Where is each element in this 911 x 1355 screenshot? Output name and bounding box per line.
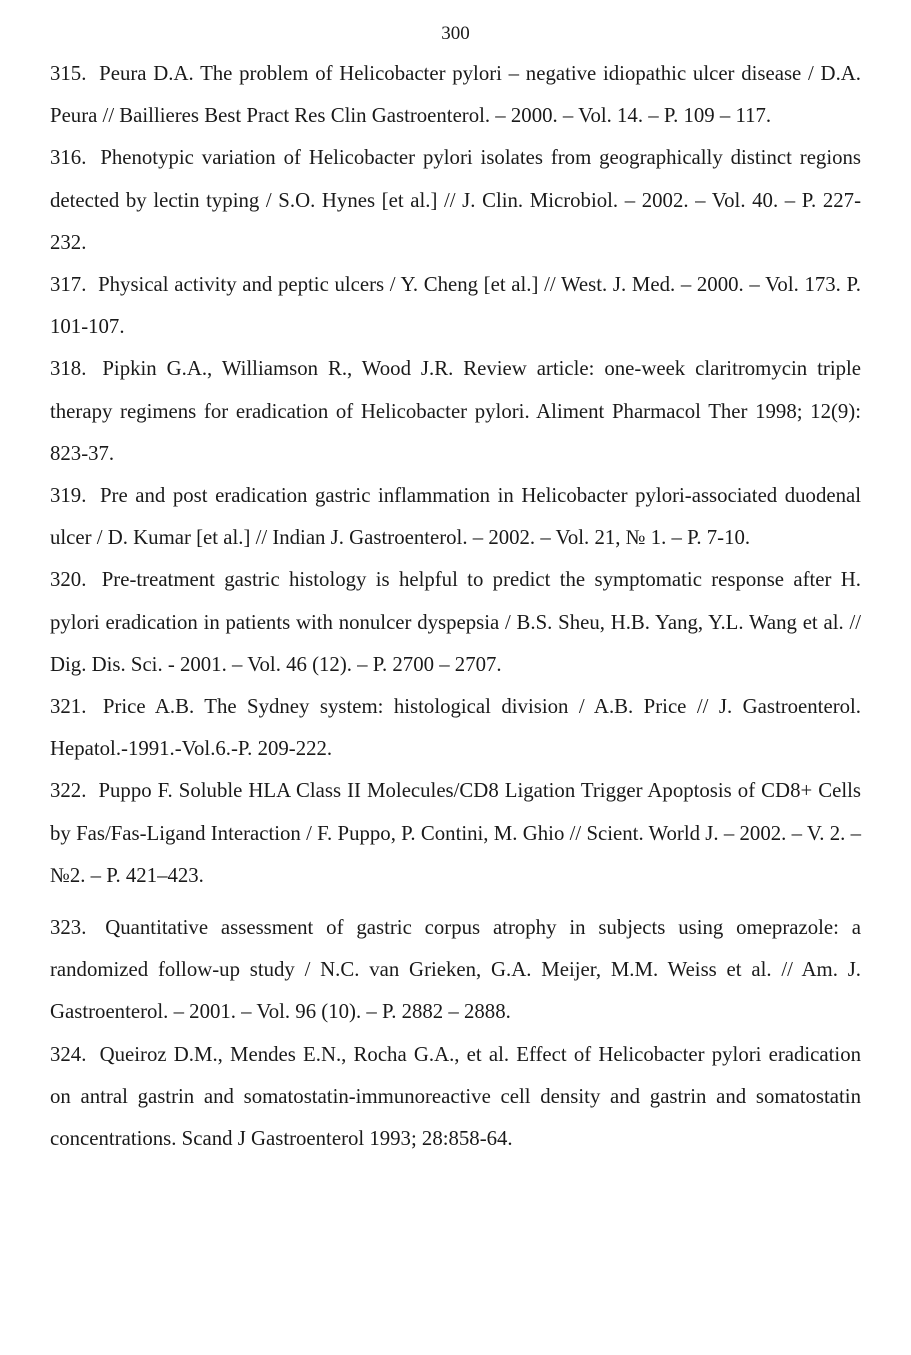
- reference-item: [50, 686, 861, 770]
- reference-number: 322.: [50, 779, 87, 803]
- reference-number: 318.: [50, 357, 87, 381]
- reference-item: [50, 559, 861, 686]
- reference-text: Pre-treatment gastric histology is helpful to predict the symptomatic response after H. pylori eradication in patients with nonulcer dyspepsia / B.S. Sheu, H.B. Yang, Y.L. Wang et al. // Dig. Dis. Sci. - 2001. – Vol. 46 (12). – P. 2700 – 2707.: [50, 568, 861, 676]
- reference-item: [50, 53, 861, 137]
- reference-text: Price A.B. The Sydney system: histological division / A.B. Price // J. Gastroenterol. Hepatol.-1991.-Vol.6.-P. 209-222.: [50, 695, 861, 761]
- reference-number: 321.: [50, 695, 87, 719]
- reference-number: 324.: [50, 1042, 87, 1066]
- reference-list: [50, 53, 861, 1160]
- reference-item: [50, 1034, 861, 1161]
- reference-item: [50, 348, 861, 475]
- reference-number: 319.: [50, 484, 87, 508]
- reference-number: 317.: [50, 273, 87, 297]
- reference-number: 320.: [50, 568, 87, 592]
- reference-item: [50, 137, 861, 264]
- reference-item: [50, 475, 861, 559]
- reference-text: Phenotypic variation of Helicobacter pylori isolates from geographically distinct regions detected by lectin typing / S.O. Hynes [et al.] // J. Clin. Microbiol. – 2002. – Vol. 40. – P. 227-232.: [50, 146, 861, 254]
- reference-number: 323.: [50, 916, 87, 940]
- reference-number: 315.: [50, 62, 87, 85]
- reference-number: 316.: [50, 146, 87, 170]
- reference-text: Physical activity and peptic ulcers / Y. Cheng [et al.] // West. J. Med. – 2000. – Vol. 173. P. 101-107.: [50, 273, 861, 339]
- reference-text: Pre and post eradication gastric inflammation in Helicobacter pylori-associated duodenal ulcer / D. Kumar [et al.] // Indian J. Gastroenterol. – 2002. – Vol. 21, № 1. – P. 7-10.: [50, 484, 861, 550]
- reference-item: [50, 264, 861, 348]
- reference-text: Peura D.A. The problem of Helicobacter pylori – negative idiopathic ulcer disease / D.A. Peura // Baillieres Best Pract Res Clin Gastroenterol. – 2000. – Vol. 14. – P. 109 – 117.: [50, 62, 861, 128]
- reference-text: Pipkin G.A., Williamson R., Wood J.R. Review article: one-week claritromycin triple therapy regimens for eradication of Helicobacter pylori. Aliment Pharmacol Ther 1998; 12(9): 823-37.: [50, 357, 861, 465]
- reference-item: [50, 770, 861, 897]
- reference-item: [50, 907, 861, 1034]
- reference-text: Quantitative assessment of gastric corpus atrophy in subjects using omeprazole: a randomized follow-up study / N.C. van Grieken, G.A. Meijer, M.M. Weiss et al. // Am. J. Gastroenterol. – 2001. – Vol. 96 (10). – P. 2882 – 2888.: [50, 916, 861, 1024]
- page-number: 300: [441, 23, 470, 44]
- reference-text: Puppo F. Soluble HLA Class II Molecules/CD8 Ligation Trigger Apoptosis of CD8+ Cells by Fas/Fas-Ligand Interaction / F. Puppo, P. Contini, M. Ghio // Scient. World J. – 2002. – V. 2. – №2. – P. 421–423.: [50, 779, 861, 887]
- reference-text: Queiroz D.M., Mendes E.N., Rocha G.A., et al. Effect of Helicobacter pylori eradication on antral gastrin and somatostatin-immunoreactive cell density and gastrin and somatostatin concentrations. Scand J Gastroenterol 1993; 28:858-64.: [50, 1042, 861, 1151]
